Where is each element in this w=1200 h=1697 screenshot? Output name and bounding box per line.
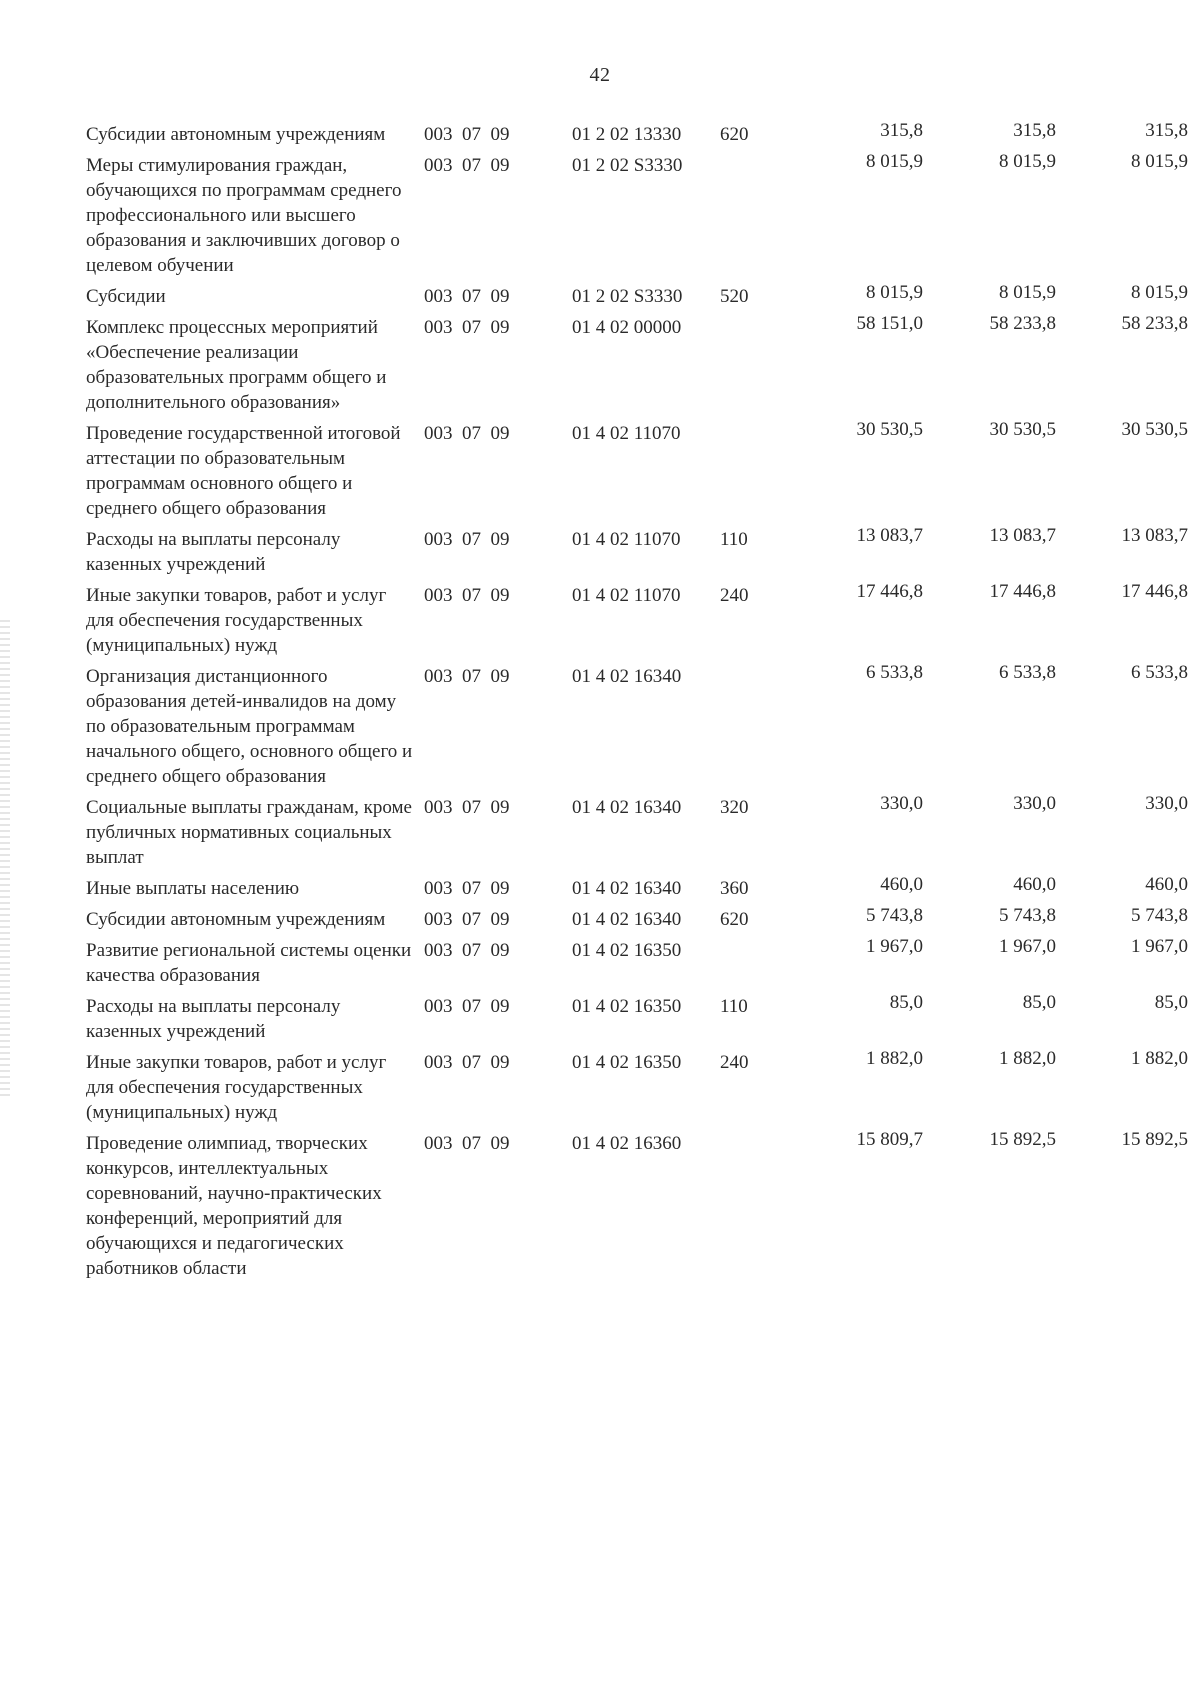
row-name: Субсидии <box>86 286 166 307</box>
row-code: 003 07 09 <box>424 124 510 145</box>
row-code: 003 07 09 <box>424 666 510 687</box>
row-name: Развитие региональной системы оценки качества образования <box>86 940 412 986</box>
row-name: Меры стимулирования граждан, обучающихся по программам среднего профессионального или высшего образования и заключивших договор о целевом обучении <box>86 155 402 276</box>
budget-table <box>86 120 1188 1287</box>
row-expense-type: 620 <box>720 909 749 930</box>
row-amount-3: 30 530,5 <box>1121 419 1188 440</box>
table-row <box>86 313 1188 415</box>
row-amount-3: 315,8 <box>1145 120 1188 141</box>
row-target-item: 01 4 02 11070 <box>572 423 681 444</box>
row-amount-1: 5 743,8 <box>866 905 923 926</box>
table-row <box>86 525 1188 577</box>
row-target-item: 01 4 02 16350 <box>572 1052 682 1073</box>
row-amount-1: 330,0 <box>880 793 923 814</box>
row-expense-type: 110 <box>720 996 748 1017</box>
row-expense-type: 520 <box>720 286 749 307</box>
row-target-item: 01 4 02 16340 <box>572 909 682 930</box>
row-code: 003 07 09 <box>424 1133 510 1154</box>
row-expense-type: 360 <box>720 878 749 899</box>
row-amount-2: 8 015,9 <box>999 282 1056 303</box>
row-amount-2: 330,0 <box>1013 793 1056 814</box>
row-name: Иные выплаты населению <box>86 878 300 899</box>
row-amount-2: 5 743,8 <box>999 905 1056 926</box>
row-name: Расходы на выплаты персоналу казенных учреждений <box>86 996 341 1042</box>
row-amount-2: 58 233,8 <box>989 313 1056 334</box>
row-amount-1: 13 083,7 <box>856 525 923 546</box>
row-amount-3: 1 967,0 <box>1131 936 1188 957</box>
row-target-item: 01 2 02 S3330 <box>572 155 683 176</box>
table-row <box>86 1048 1188 1125</box>
row-amount-3: 460,0 <box>1145 874 1188 895</box>
page-number: 42 <box>589 64 611 86</box>
row-target-item: 01 4 02 00000 <box>572 317 682 338</box>
row-expense-type: 240 <box>720 1052 749 1073</box>
row-amount-1: 315,8 <box>880 120 923 141</box>
row-amount-2: 8 015,9 <box>999 151 1056 172</box>
row-code: 003 07 09 <box>424 155 510 176</box>
row-amount-1: 1 882,0 <box>866 1048 923 1069</box>
row-amount-3: 15 892,5 <box>1121 1129 1188 1150</box>
row-code: 003 07 09 <box>424 286 510 307</box>
row-name: Субсидии автономным учреждениям <box>86 124 386 145</box>
row-expense-type: 240 <box>720 585 749 606</box>
row-code: 003 07 09 <box>424 797 510 818</box>
row-amount-1: 30 530,5 <box>856 419 923 440</box>
row-code: 003 07 09 <box>424 940 510 961</box>
row-amount-3: 13 083,7 <box>1121 525 1188 546</box>
row-amount-3: 5 743,8 <box>1131 905 1188 926</box>
table-row <box>86 874 1188 901</box>
row-name: Социальные выплаты гражданам, кроме публичных нормативных социальных выплат <box>86 797 412 868</box>
row-amount-1: 8 015,9 <box>866 282 923 303</box>
row-amount-3: 17 446,8 <box>1121 581 1188 602</box>
row-code: 003 07 09 <box>424 909 510 930</box>
row-amount-1: 85,0 <box>889 992 923 1013</box>
row-name: Проведение государственной итоговой аттестации по образовательным программам основного общего и среднего общего образования <box>86 423 401 519</box>
row-amount-1: 460,0 <box>880 874 923 895</box>
row-name: Проведение олимпиад, творческих конкурсов, интеллектуальных соревнований, научно-практических конференций, мероприятий для обучающихся и педагогических работников области <box>86 1133 382 1279</box>
row-amount-1: 17 446,8 <box>856 581 923 602</box>
row-target-item: 01 4 02 16340 <box>572 797 682 818</box>
row-target-item: 01 4 02 16350 <box>572 996 682 1017</box>
row-name: Иные закупки товаров, работ и услуг для обеспечения государственных (муниципальных) нужд <box>86 1052 387 1123</box>
row-code: 003 07 09 <box>424 423 510 444</box>
row-amount-2: 1 882,0 <box>999 1048 1056 1069</box>
scan-edge-artifact <box>0 620 10 1100</box>
row-name: Иные закупки товаров, работ и услуг для обеспечения государственных (муниципальных) нужд <box>86 585 387 656</box>
row-amount-3: 8 015,9 <box>1131 282 1188 303</box>
row-amount-3: 6 533,8 <box>1131 662 1188 683</box>
row-amount-2: 1 967,0 <box>999 936 1056 957</box>
table-row <box>86 793 1188 870</box>
table-row <box>86 662 1188 789</box>
table-row <box>86 905 1188 932</box>
row-expense-type: 620 <box>720 124 749 145</box>
row-expense-type: 110 <box>720 529 748 550</box>
row-amount-1: 15 809,7 <box>856 1129 923 1150</box>
row-code: 003 07 09 <box>424 585 510 606</box>
row-amount-3: 8 015,9 <box>1131 151 1188 172</box>
row-amount-3: 58 233,8 <box>1121 313 1188 334</box>
row-target-item: 01 4 02 16360 <box>572 1133 682 1154</box>
row-name: Субсидии автономным учреждениям <box>86 909 386 930</box>
row-amount-2: 85,0 <box>1022 992 1056 1013</box>
row-amount-2: 460,0 <box>1013 874 1056 895</box>
row-amount-2: 30 530,5 <box>989 419 1056 440</box>
row-code: 003 07 09 <box>424 1052 510 1073</box>
row-amount-2: 6 533,8 <box>999 662 1056 683</box>
row-amount-1: 6 533,8 <box>866 662 923 683</box>
table-row <box>86 1129 1188 1281</box>
row-amount-2: 13 083,7 <box>989 525 1056 546</box>
row-code: 003 07 09 <box>424 529 510 550</box>
row-amount-1: 1 967,0 <box>866 936 923 957</box>
row-name: Комплекс процессных мероприятий «Обеспечение реализации образовательных программ общего и дополнительного образования» <box>86 317 387 413</box>
row-target-item: 01 4 02 11070 <box>572 585 681 606</box>
row-code: 003 07 09 <box>424 317 510 338</box>
row-amount-2: 315,8 <box>1013 120 1056 141</box>
row-amount-2: 15 892,5 <box>989 1129 1056 1150</box>
table-row <box>86 992 1188 1044</box>
table-row <box>86 936 1188 988</box>
row-amount-2: 17 446,8 <box>989 581 1056 602</box>
row-name: Организация дистанционного образования детей-инвалидов на дому по образовательным программам начального общего, основного общего и среднего общего образования <box>86 666 413 787</box>
row-target-item: 01 2 02 13330 <box>572 124 682 145</box>
row-amount-1: 8 015,9 <box>866 151 923 172</box>
row-amount-3: 330,0 <box>1145 793 1188 814</box>
row-code: 003 07 09 <box>424 996 510 1017</box>
row-target-item: 01 4 02 16340 <box>572 878 682 899</box>
row-target-item: 01 4 02 16350 <box>572 940 682 961</box>
row-target-item: 01 2 02 S3330 <box>572 286 683 307</box>
table-row <box>86 581 1188 658</box>
table-row <box>86 151 1188 278</box>
row-expense-type: 320 <box>720 797 749 818</box>
row-target-item: 01 4 02 16340 <box>572 666 682 687</box>
table-row <box>86 282 1188 309</box>
row-code: 003 07 09 <box>424 878 510 899</box>
row-amount-3: 1 882,0 <box>1131 1048 1188 1069</box>
row-amount-3: 85,0 <box>1154 992 1188 1013</box>
row-target-item: 01 4 02 11070 <box>572 529 681 550</box>
row-amount-1: 58 151,0 <box>856 313 923 334</box>
table-row <box>86 419 1188 521</box>
table-row <box>86 120 1188 147</box>
row-name: Расходы на выплаты персоналу казенных учреждений <box>86 529 341 575</box>
